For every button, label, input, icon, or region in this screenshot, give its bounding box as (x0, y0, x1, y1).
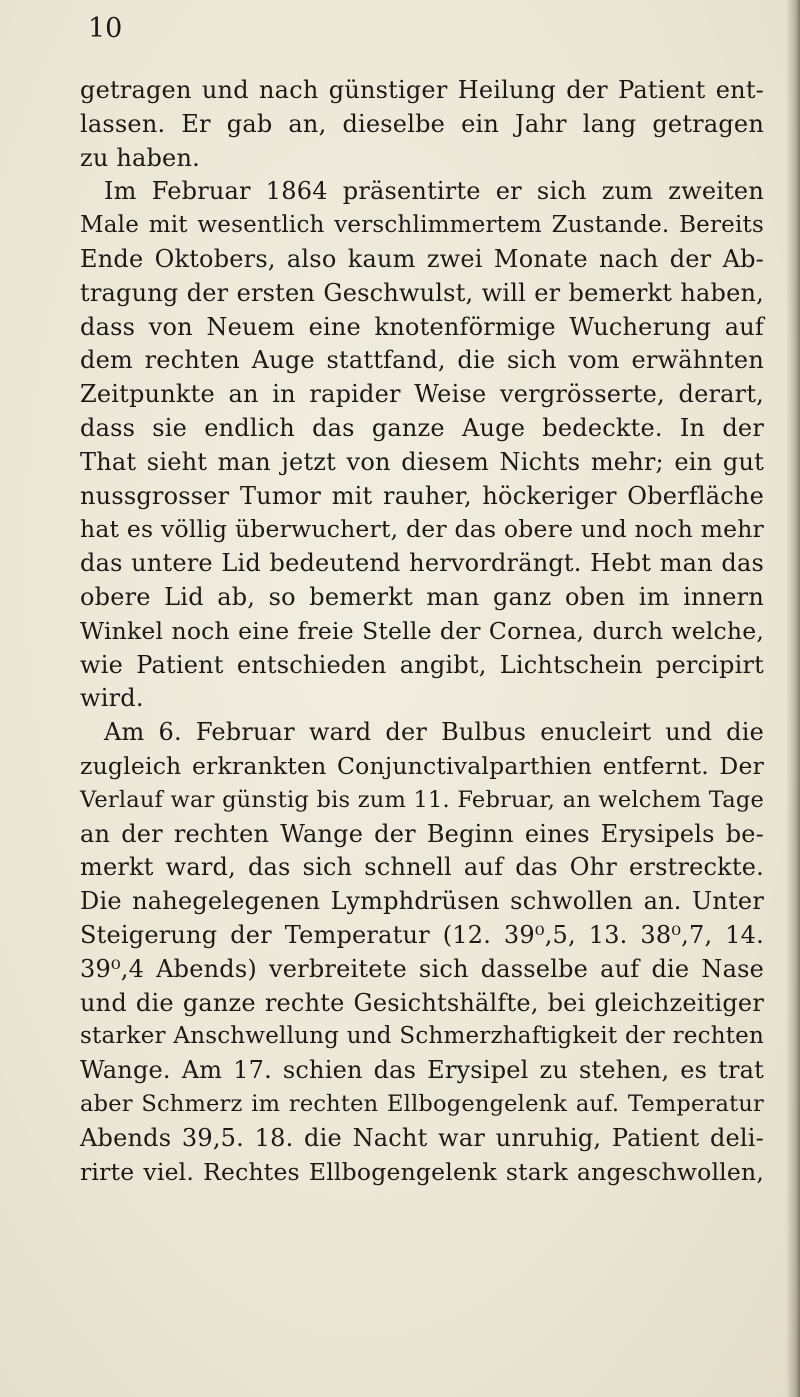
text-line: dass sie endlich das ganze Auge bedeckte. In der (80, 413, 764, 442)
text-line: Winkel noch eine freie Stelle der Cornea, durch welche, (80, 616, 764, 645)
text-line: 39⁰,4 Abends) verbreitete sich dasselbe auf die Nase (80, 954, 764, 983)
text-line: rirte viel. Rechtes Ellbogengelenk stark angeschwollen, (80, 1157, 764, 1186)
text-line: an der rechten Wange der Beginn eines Erysipels be- (80, 819, 764, 848)
text-line: nussgrosser Tumor mit rauher, höckeriger Oberfläche (80, 481, 764, 510)
text-line: wird. (80, 684, 144, 713)
text-line: Steigerung der Temperatur (12. 39⁰,5, 13. 38⁰,7, 14. (80, 920, 764, 949)
text-line: That sieht man jetzt von diesem Nichts mehr; ein gut (80, 447, 764, 476)
text-line: Wange. Am 17. schien das Erysipel zu stehen, es trat (80, 1056, 764, 1085)
text-line: Am 6. Februar ward der Bulbus enucleirt und die (104, 718, 764, 747)
text-line: zu haben. (80, 143, 200, 172)
text-line: Verlauf war günstig bis zum 11. Februar, an welchem Tage (80, 786, 764, 813)
text-line: merkt ward, das sich schnell auf das Ohr erstreckte. (80, 853, 764, 882)
text-line: zugleich erkrankten Conjunctivalparthien entfernt. Der (80, 751, 764, 780)
page-edge-shadow (786, 0, 800, 1397)
text-line: Abends 39,5. 18. die Nacht war unruhig, Patient deli- (80, 1123, 764, 1152)
text-line: Im Februar 1864 präsentirte er sich zum zweiten (104, 177, 764, 206)
text-line: Die nahegelegenen Lymphdrüsen schwollen an. Unter (80, 887, 764, 916)
text-line: obere Lid ab, so bemerkt man ganz oben im innern (80, 582, 764, 611)
text-line: wie Patient entschieden angibt, Lichtschein percipirt (80, 650, 764, 679)
text-line: Ende Oktobers, also kaum zwei Monate nach der Ab- (80, 244, 764, 273)
text-line: hat es völlig überwuchert, der das obere und noch mehr (80, 515, 764, 544)
text-line: starker Anschwellung und Schmerzhaftigkeit der rechten (80, 1023, 764, 1050)
text-line: dass von Neuem eine knotenförmige Wucherung auf (80, 312, 764, 341)
text-line: Male mit wesentlich verschlimmertem Zustande. Bereits (80, 212, 764, 239)
text-line: tragung der ersten Geschwulst, will er bemerkt haben, (80, 278, 764, 307)
text-line: aber Schmerz im rechten Ellbogengelenk auf. Temperatur (80, 1090, 764, 1117)
text-line: lassen. Er gab an, dieselbe ein Jahr lang getragen (80, 109, 764, 138)
text-line: getragen und nach günstiger Heilung der Patient ent- (80, 76, 764, 104)
body-text (80, 74, 764, 1189)
page-number: 10 (88, 13, 123, 44)
text-line: dem rechten Auge stattfand, die sich vom erwähnten (80, 346, 764, 375)
text-line: das untere Lid bedeutend hervordrängt. Hebt man das (80, 549, 764, 578)
text-line: Zeitpunkte an in rapider Weise vergrösserte, derart, (80, 380, 764, 409)
text-line: und die ganze rechte Gesichtshälfte, bei gleichzeitiger (80, 988, 764, 1017)
